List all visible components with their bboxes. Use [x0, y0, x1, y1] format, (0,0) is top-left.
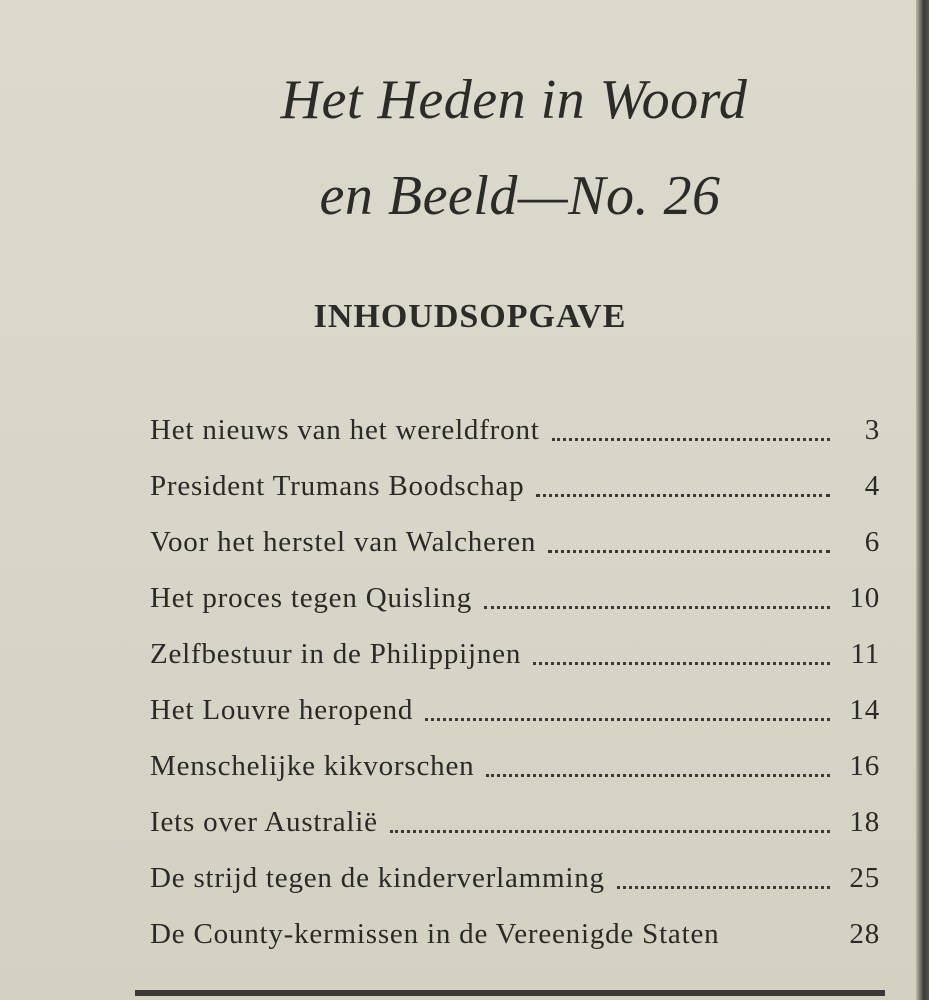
toc-entry	[150, 402, 880, 458]
toc-entry	[150, 570, 880, 626]
toc-entry-page: 25	[849, 861, 880, 894]
toc-entry-title: Het Louvre heropend	[150, 693, 414, 726]
toc-entry-title: Het nieuws van het wereldfront	[150, 413, 540, 446]
dot-leader	[533, 660, 830, 665]
toc-entry-title: Voor het herstel van Walcheren	[150, 525, 537, 558]
toc-entry-page: 28	[849, 917, 880, 950]
toc-entry-page: 14	[849, 693, 880, 726]
toc-entry-title: De County-kermissen in de Vereenigde Staten	[150, 917, 720, 950]
dot-leader	[536, 492, 830, 497]
toc-entry-page: 18	[849, 805, 880, 838]
toc-entry	[150, 682, 880, 738]
toc-entry-page: 4	[864, 469, 880, 502]
toc-entry-title: Het proces tegen Quisling	[150, 581, 473, 614]
bottom-rule	[135, 990, 885, 996]
dot-leader	[425, 716, 830, 721]
toc-entry	[150, 906, 880, 962]
toc-entry-page: 16	[849, 749, 880, 782]
dot-leader	[484, 604, 830, 609]
toc-entry	[150, 626, 880, 682]
dot-leader	[486, 772, 830, 777]
dot-leader	[617, 884, 830, 889]
toc-heading: INHOUDSOPGAVE	[313, 298, 627, 335]
toc-entry	[150, 738, 880, 794]
toc-entry-title: President Trumans Boodschap	[150, 469, 525, 502]
toc-entry-title: Menschelijke kikvorschen	[150, 749, 475, 782]
toc-entry	[150, 850, 880, 906]
toc-entry	[150, 514, 880, 570]
dot-leader	[725, 941, 834, 943]
toc-entry-page: 10	[849, 581, 880, 614]
dot-leader	[552, 436, 830, 441]
title-line-2: en Beeld—No. 26	[319, 165, 721, 227]
table-of-contents	[150, 402, 880, 962]
toc-entry-title: De strijd tegen de kinderverlamming	[150, 861, 605, 894]
page-edge	[916, 0, 929, 1000]
title-line-1: Het Heden in Woord	[280, 69, 748, 131]
toc-entry	[150, 458, 880, 514]
toc-entry	[150, 794, 880, 850]
toc-entry-page: 6	[864, 525, 880, 558]
toc-entry-title: Iets over Australië	[150, 805, 378, 838]
toc-entry-page: 11	[850, 637, 880, 670]
dot-leader	[390, 828, 830, 833]
toc-entry-page: 3	[864, 413, 880, 446]
toc-entry-title: Zelfbestuur in de Philippijnen	[150, 637, 522, 670]
dot-leader	[548, 548, 830, 553]
